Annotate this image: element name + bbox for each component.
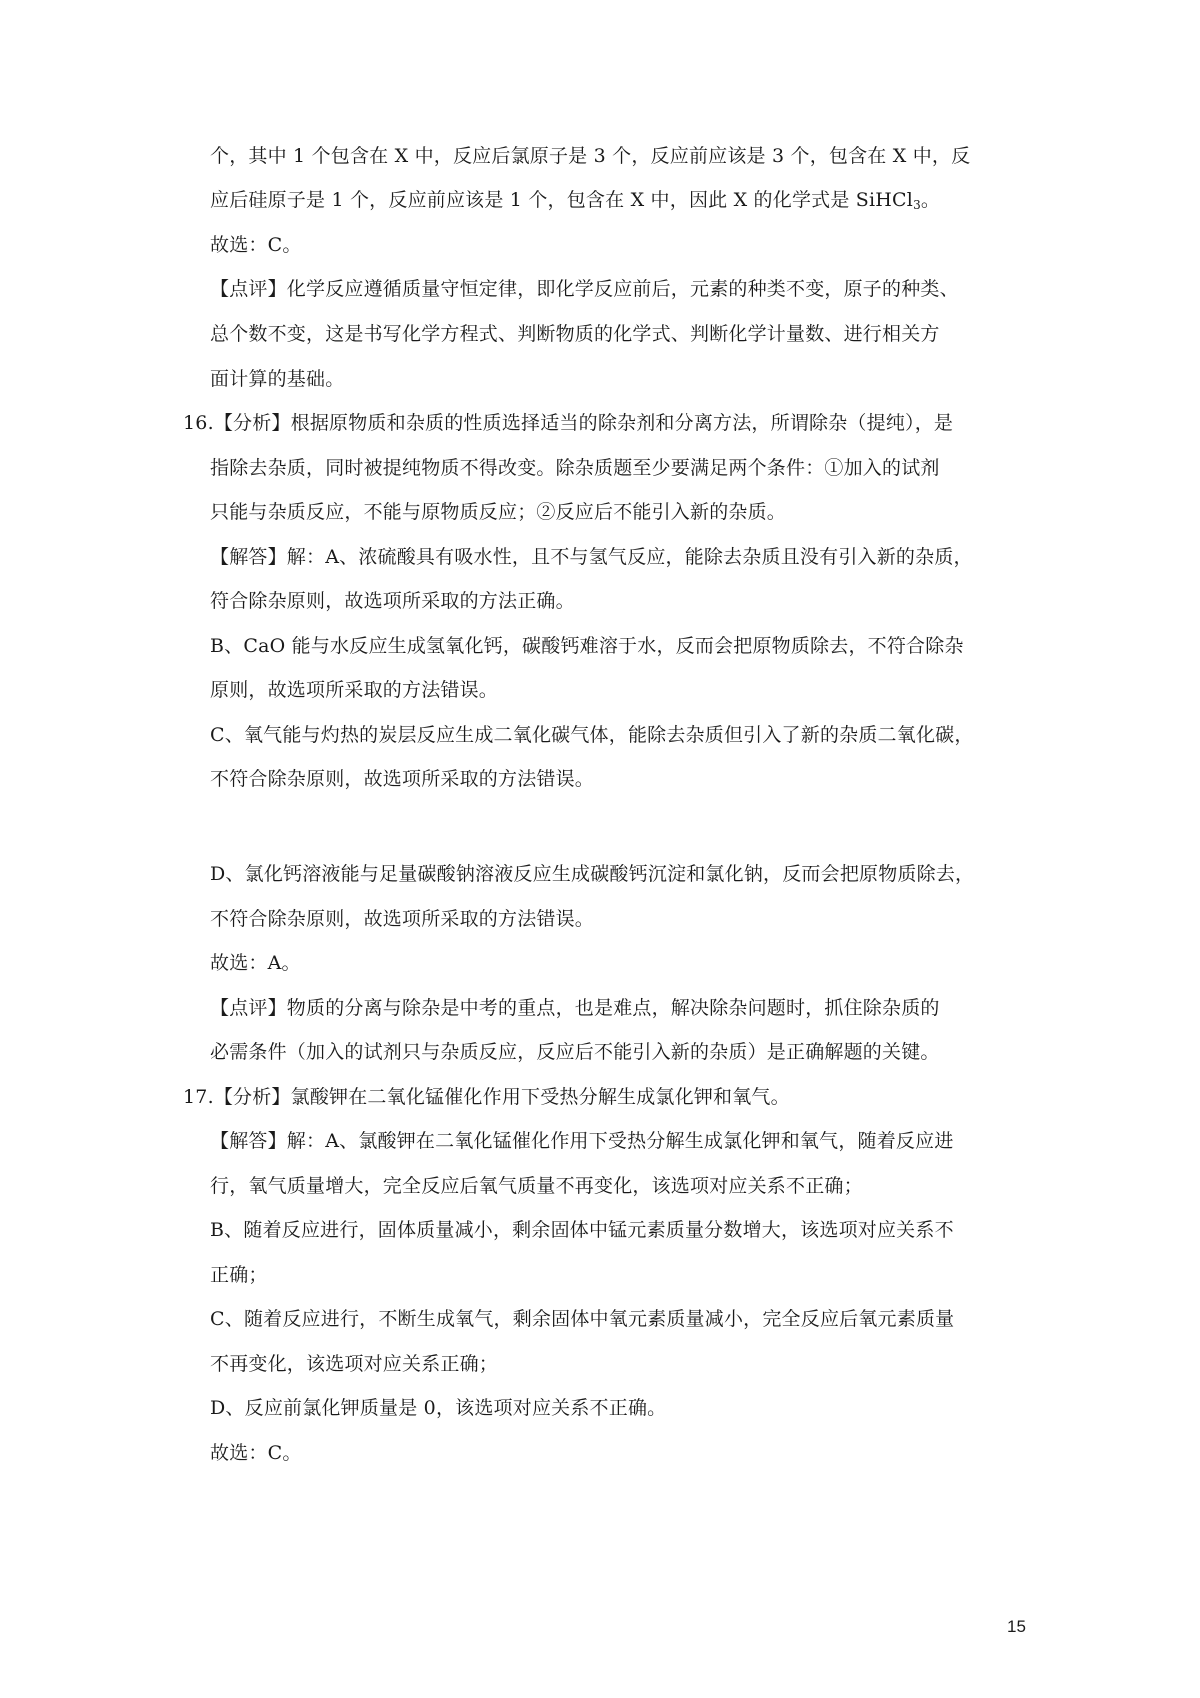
text-line: 【解答】解：A、氯酸钾在二氧化锰催化作用下受热分解生成氯化钾和氧气，随着反应进 bbox=[210, 1130, 954, 1152]
question-17-heading: 17.【分析】氯酸钾在二氧化锰催化作用下受热分解生成氯化钾和氧气。 bbox=[183, 1086, 790, 1108]
text-line: 只能与杂质反应，不能与原物质反应；②反应后不能引入新的杂质。 bbox=[210, 501, 787, 523]
text-line bbox=[210, 187, 940, 213]
text-line: 故选：C。 bbox=[210, 1442, 302, 1464]
page-number: 15 bbox=[1007, 1617, 1026, 1636]
text-line: B、随着反应进行，固体质量减小，剩余固体中锰元素质量分数增大，该选项对应关系不 bbox=[210, 1219, 954, 1241]
text-line: 面计算的基础。 bbox=[210, 368, 345, 390]
text-line: 指除去杂质，同时被提纯物质不得改变。除杂质题至少要满足两个条件：①加入的试剂 bbox=[210, 457, 940, 479]
text-line: 符合除杂原则，故选项所采取的方法正确。 bbox=[210, 590, 575, 612]
text-line: 【点评】物质的分离与除杂是中考的重点，也是难点，解决除杂问题时，抓住除杂质的 bbox=[210, 997, 940, 1019]
text-line: 【解答】解：A、浓硫酸具有吸水性，且不与氢气反应，能除去杂质且没有引入新的杂质， bbox=[210, 546, 973, 568]
text-line: 正确； bbox=[210, 1264, 268, 1286]
text-line: 总个数不变，这是书写化学方程式、判断物质的化学式、判断化学计量数、进行相关方 bbox=[210, 323, 940, 345]
text-line: B、CaO 能与水反应生成氢氧化钙，碳酸钙难溶于水，反而会把原物质除去，不符合除杂 bbox=[210, 635, 964, 657]
text-line: 个，其中 1 个包含在 X 中，反应后氯原子是 3 个，反应前应该是 3 个，包含在 X 中，反 bbox=[210, 145, 971, 167]
text-line: 不符合除杂原则，故选项所采取的方法错误。 bbox=[210, 768, 595, 790]
subscript: 3 bbox=[913, 198, 921, 212]
text-line: C、随着反应进行，不断生成氧气，剩余固体中氧元素质量减小，完全反应后氧元素质量 bbox=[210, 1308, 955, 1330]
text-line: 行，氧气质量增大，完全反应后氧气质量不再变化，该选项对应关系不正确； bbox=[210, 1175, 863, 1197]
text-line: D、氯化钙溶液能与足量碳酸钠溶液反应生成碳酸钙沉淀和氯化钠，反而会把原物质除去， bbox=[210, 863, 975, 885]
text-line: C、氧气能与灼热的炭层反应生成二氧化碳气体，能除去杂质但引入了新的杂质二氧化碳， bbox=[210, 724, 974, 746]
text-span: 应后硅原子是 1 个，反应前应该是 1 个，包含在 X 中，因此 X 的化学式是 SiHCl bbox=[210, 189, 914, 211]
question-16-heading: 16.【分析】根据原物质和杂质的性质选择适当的除杂剂和分离方法，所谓除杂（提纯），是 bbox=[183, 412, 954, 434]
text-line: 【点评】化学反应遵循质量守恒定律，即化学反应前后，元素的种类不变，原子的种类、 bbox=[210, 278, 959, 300]
text-line: 必需条件（加入的试剂只与杂质反应，反应后不能引入新的杂质）是正确解题的关键。 bbox=[210, 1041, 940, 1063]
text-line: 不再变化，该选项对应关系正确； bbox=[210, 1353, 499, 1375]
text-line: 故选：A。 bbox=[210, 952, 301, 974]
text-line: 不符合除杂原则，故选项所采取的方法错误。 bbox=[210, 908, 595, 930]
text-line: D、反应前氯化钾质量是 0，该选项对应关系不正确。 bbox=[210, 1397, 667, 1419]
text-line: 原则，故选项所采取的方法错误。 bbox=[210, 679, 499, 701]
text-span: 。 bbox=[920, 189, 941, 211]
text-line: 故选：C。 bbox=[210, 234, 302, 256]
